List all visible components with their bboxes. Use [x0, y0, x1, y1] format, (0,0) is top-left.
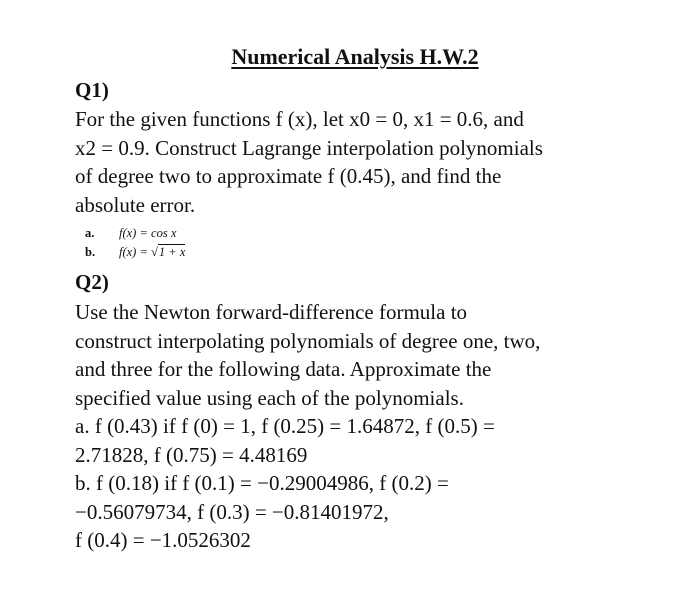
- question-2-text: [75, 298, 540, 555]
- question-2-line: b. f (0.18) if f (0.1) = −0.29004986, f (0.2) =: [75, 471, 449, 495]
- question-2-line: f (0.4) = −1.0526302: [75, 528, 251, 552]
- sqrt-symbol: √: [151, 245, 158, 259]
- question-1-line: absolute error.: [75, 192, 196, 217]
- question-2-line: specified value using each of the polynomials.: [75, 385, 464, 410]
- question-2-line: construct interpolating polynomials of degree one, two,: [75, 328, 541, 353]
- question-1-items: [85, 224, 185, 262]
- question-1-line: of degree two to approximate f (0.45), and find the: [75, 164, 502, 188]
- question-1-item-b: [85, 243, 185, 262]
- item-label: a.: [85, 226, 95, 240]
- item-label: b.: [85, 245, 96, 259]
- question-2-line: −0.56079734, f (0.3) = −0.81401972,: [75, 499, 389, 524]
- question-2-line: a. f (0.43) if f (0) = 1, f (0.25) = 1.64872, f (0.5) =: [75, 414, 495, 438]
- question-2-line: Use the Newton forward-difference formula to: [75, 300, 468, 324]
- item-formula: f(x) = cos x: [119, 226, 177, 240]
- item-formula: [119, 244, 185, 259]
- question-1-line: x2 = 0.9. Construct Lagrange interpolation polynomials: [75, 135, 543, 160]
- sqrt-radicand: 1 + x: [158, 245, 186, 259]
- document-title: Numerical Analysis H.W.2: [231, 44, 479, 69]
- question-2-heading: Q2): [75, 270, 109, 294]
- question-2-line: and three for the following data. Approximate the: [75, 357, 492, 381]
- question-1-heading: Q1): [75, 78, 109, 102]
- formula-prefix: f(x) =: [119, 245, 152, 259]
- question-1-item-a: [85, 224, 185, 243]
- question-2-line: 2.71828, f (0.75) = 4.48169: [75, 442, 308, 467]
- question-1-line: For the given functions f (x), let x0 = 0, x1 = 0.6, and: [75, 107, 524, 131]
- question-1-text: [75, 105, 543, 219]
